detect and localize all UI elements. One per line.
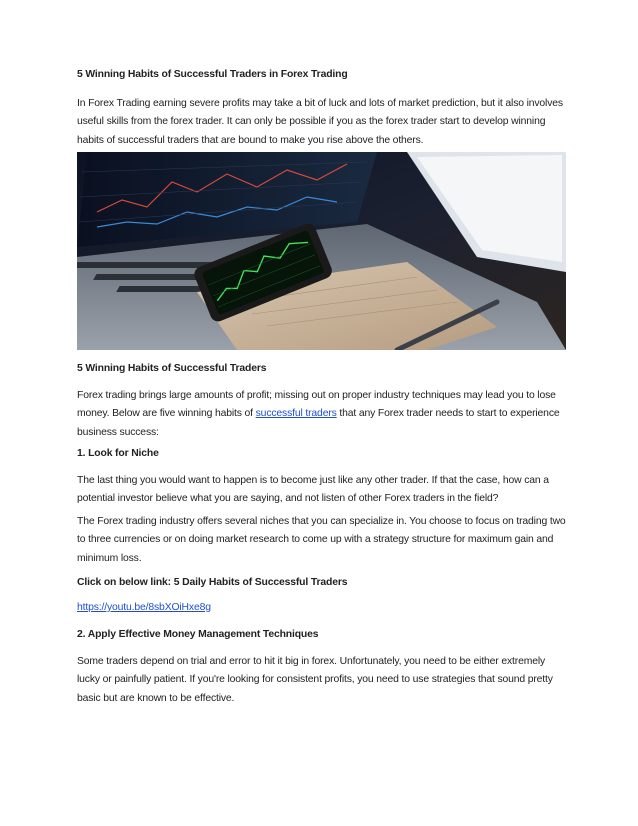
habit2-heading: 2. Apply Effective Money Management Techniques [77,629,319,640]
video-url-link[interactable]: https://youtu.be/8sbXOiHxe8g [77,602,211,613]
section-paragraph-before: Forex trading brings large amounts of profit; missing out on proper industry techniques may lead you to lose money. Below are five winning habits of [77,390,556,420]
laptop-phone-trading-photo [77,152,566,350]
intro-paragraph: In Forex Trading earning severe profits may take a bit of luck and lots of market prediction, but it also involves useful skills from the forex trader. It can only be possible if you as the forex trader start to develop winning habits of successful traders that are bound to make you rise above the others. [77,98,563,146]
section-paragraph [77,387,567,442]
document-title: 5 Winning Habits of Successful Traders in Forex Trading [77,69,348,80]
video-url-line [77,599,567,617]
habit1-paragraph-1: The last thing you would want to happen is to become just like any other trader. If that the case, how can a potential investor believe what you are saying, and not listen of other Forex traders in the field? [77,475,549,505]
habit1-heading: 1. Look for Niche [77,448,159,459]
habit1-paragraph-2: The Forex trading industry offers several niches that you can specialize in. You choose to focus on trading two to three currencies or on doing market research to come up with a strategy structure for maximum gain and minimum loss. [77,516,566,564]
habit2-paragraph: Some traders depend on trial and error to hit it big in forex. Unfortunately, you need to be either extremely lucky or painfully patient. If you're looking for consistent profits, you need to use strategies that sound pretty basic but are known to be effective. [77,656,553,704]
section-heading: 5 Winning Habits of Successful Traders [77,363,267,374]
successful-traders-link[interactable]: successful traders [255,408,337,420]
section-paragraph-after: that any Forex trader needs to start to experience business success: [77,408,560,438]
video-link-label: Click on below link: 5 Daily Habits of Successful Traders [77,577,348,588]
